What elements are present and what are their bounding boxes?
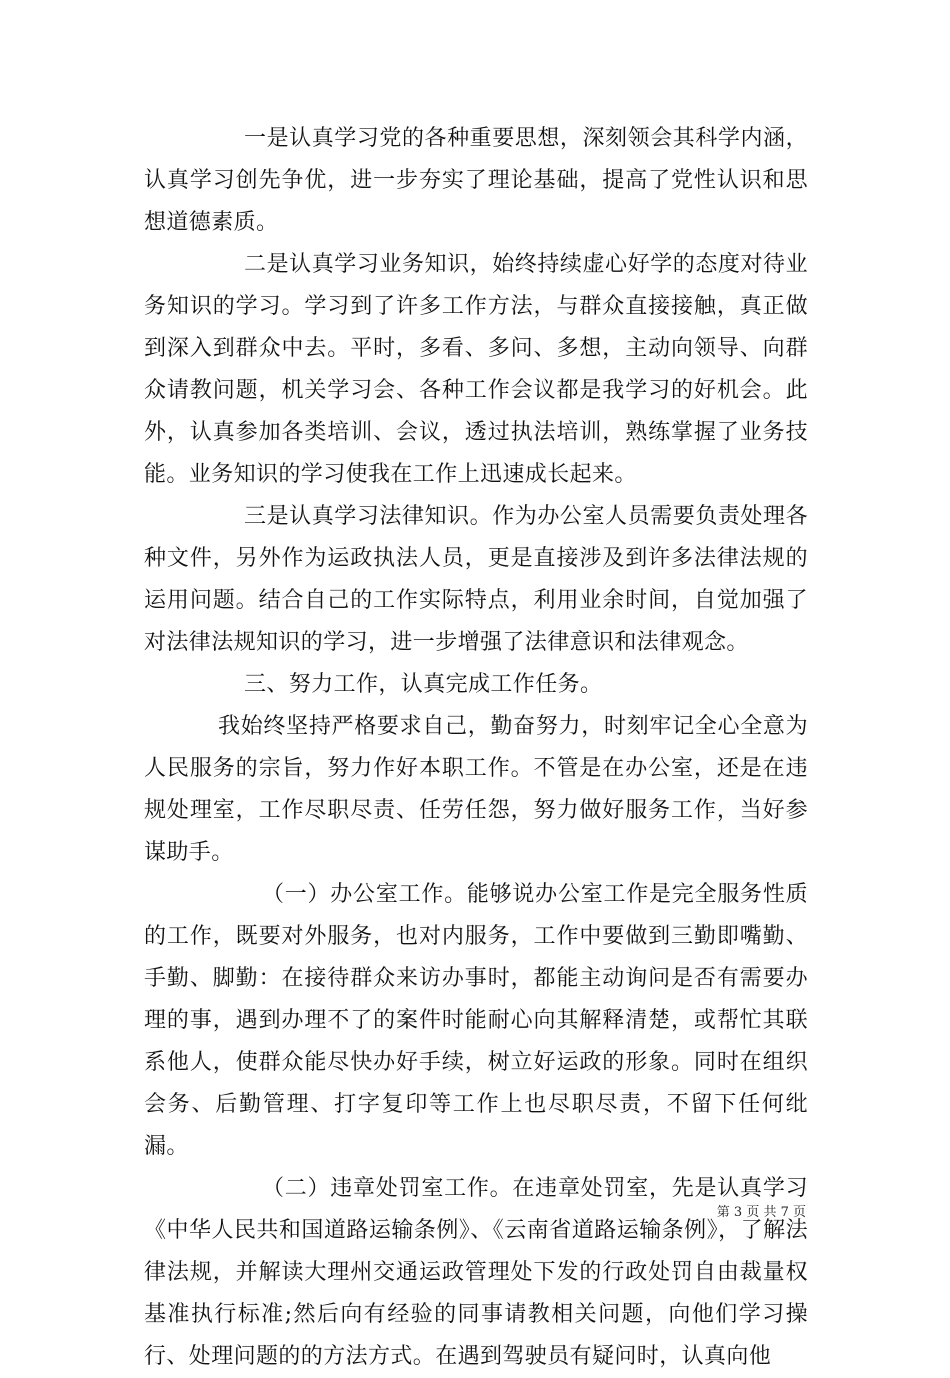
paragraph-office-work: （一）办公室工作。能够说办公室工作是完全服务性质的工作，既要对外服务，也对内服务，工作中要做到三勤即嘴勤、手勤、脚勤：在接待群众来访办事时，都能主动询问是否有需要办理的事，遇到办理不了的案件时能耐心向其解释清楚，或帮忙其联系他人，使群众能尽快办好手续，树立好运政的形象。同时在组织会务、后勤管理、打字复印等工作上也尽职尽责，不留下任何纰漏。 bbox=[144, 882, 808, 1159]
page-number-footer: 第 3 页 共 7 页 bbox=[716, 1205, 806, 1220]
document-body bbox=[144, 118, 808, 1378]
paragraph-violation-penalty-office: （二）违章处罚室工作。在违章处罚室，先是认真学习《中华人民共和国道路运输条例》、《云南省道路运输条例》，了解法律法规，并解读大理州交通运政管理处下发的行政处罚自由裁量权基准执行标准;然后向有经验的同事请教相关问题，向他们学习操行、处理问题的的方法方式。在遇到驾驶员有疑问时，认真向他 bbox=[144, 1176, 808, 1369]
paragraph-study-legal-knowledge: 三是认真学习法律知识。作为办公室人员需要负责处理各种文件，另外作为运政执法人员，更是直接涉及到许多法律法规的运用问题。结合自己的工作实际特点，利用业余时间，自觉加强了对法律法规知识的学习，进一步增强了法律意识和法律观念。 bbox=[144, 504, 808, 655]
paragraph-study-business-knowledge: 二是认真学习业务知识，始终持续虚心好学的态度对待业务知识的学习。学习到了许多工作方法，与群众直接接触，真正做到深入到群众中去。平时，多看、多问、多想，主动向领导、向群众请教问题，机关学习会、各种工作会议都是我学习的好机会。此外，认真参加各类培训、会议，透过执法培训，熟练掌握了业务技能。业务知识的学习使我在工作上迅速成长起来。 bbox=[144, 252, 808, 487]
section-heading-work-tasks: 三、努力工作，认真完成工作任务。 bbox=[244, 672, 603, 697]
paragraph-study-party-thought: 一是认真学习党的各种重要思想，深刻领会其科学内涵，认真学习创先争优，进一步夯实了理论基础，提高了党性认识和思想道德素质。 bbox=[144, 126, 808, 235]
paragraph-strict-requirements: 我始终坚持严格要求自己，勤奋努力，时刻牢记全心全意为人民服务的宗旨，努力作好本职工作。不管是在办公室，还是在违规处理室，工作尽职尽责、任劳任怨，努力做好服务工作，当好参谋助手。 bbox=[144, 714, 808, 865]
